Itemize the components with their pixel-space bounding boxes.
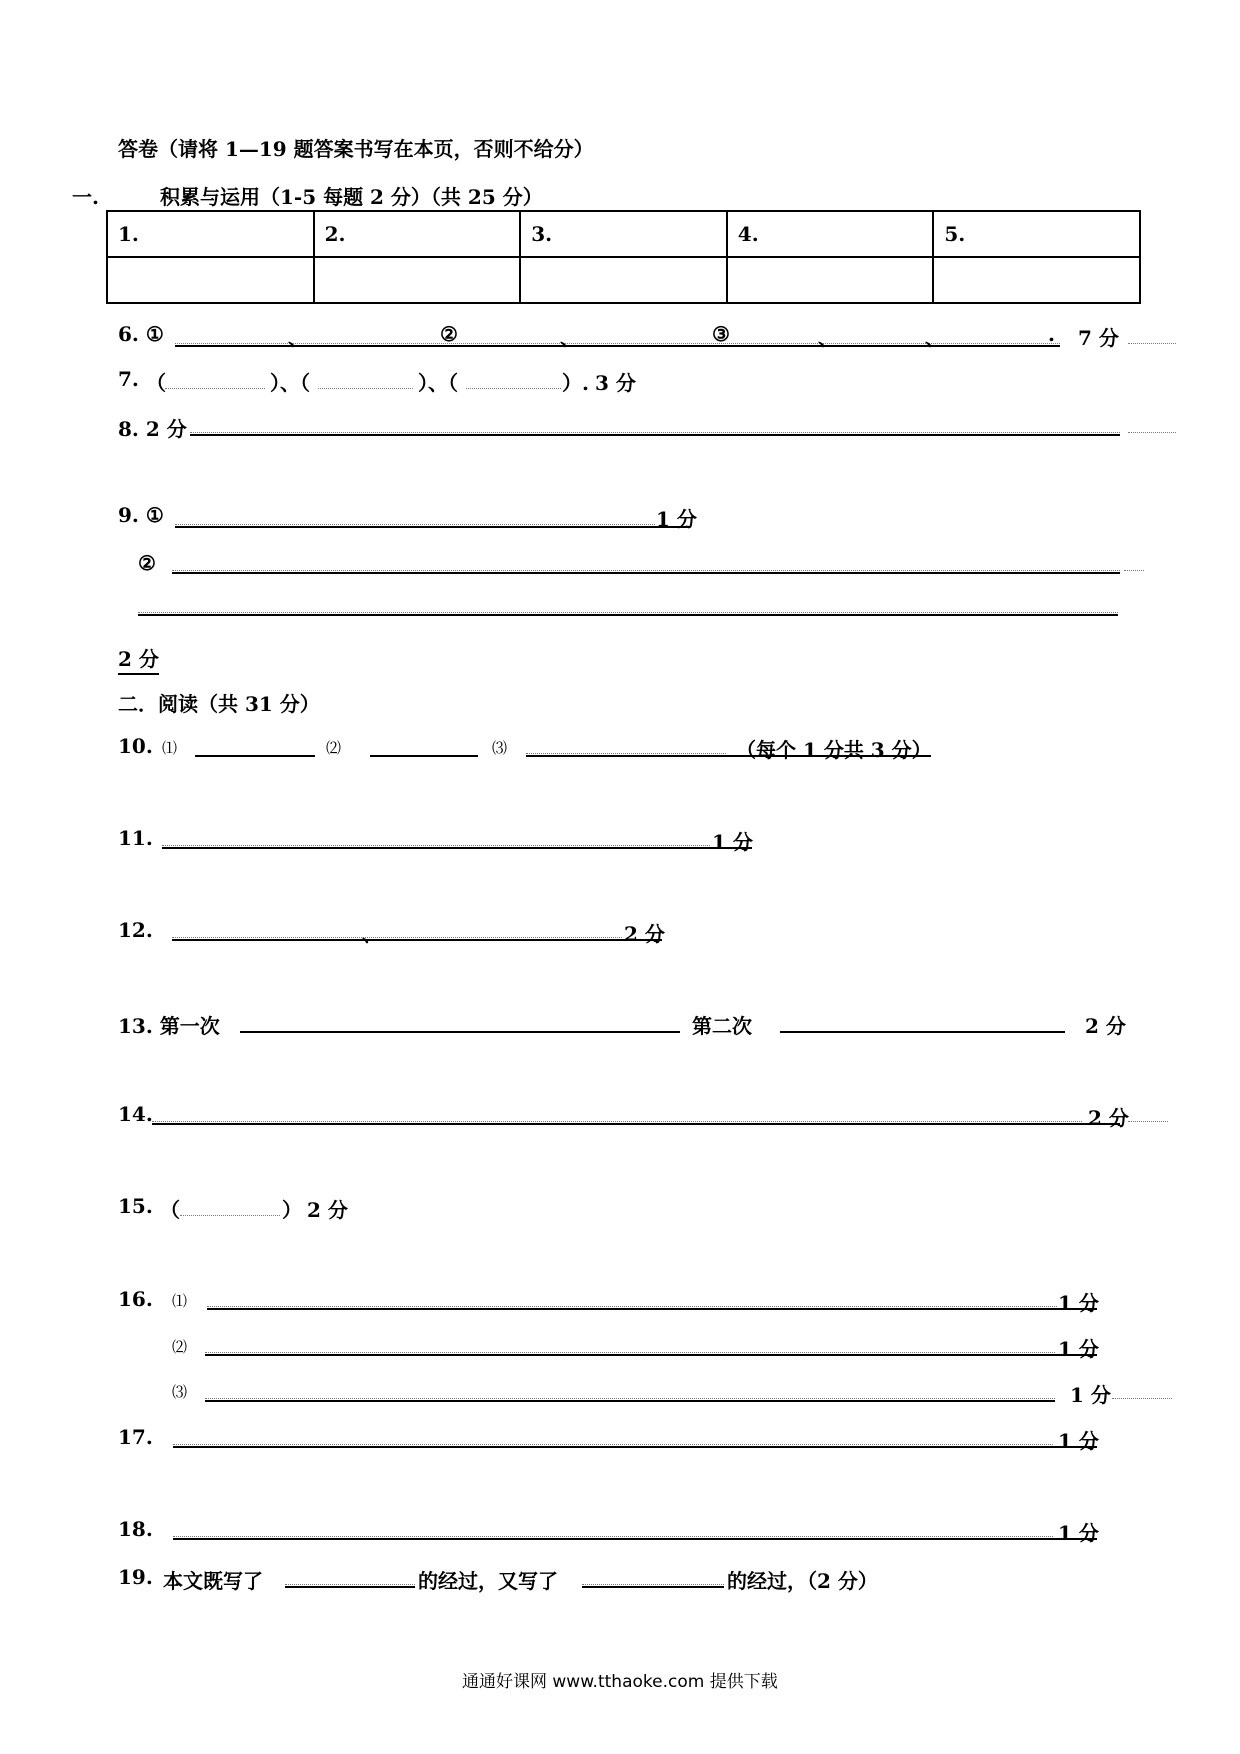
q19-underline-2 [582,1586,724,1588]
q15-paren-close: ） [282,1198,302,1222]
q14-score: 2 分 [1088,1106,1129,1130]
answer-cell-q5[interactable] [933,257,1140,303]
section1-title: 积累与运用（1-5 每题 2 分）（共 25 分） [160,185,543,209]
q15-blank[interactable] [180,1215,280,1216]
q11-label: 11. [118,826,153,850]
q9-1-answer-line[interactable] [175,524,655,525]
q7-paren-sep: ）、（ [270,371,310,395]
q11-answer-line[interactable] [162,845,710,846]
q6-label: 6. ① [118,322,164,346]
q19-label: 19. [118,1565,153,1589]
q9-label: 9. ① [118,503,164,527]
q6-sep: 、 [925,326,945,350]
answer-cell-q2[interactable] [314,257,521,303]
q14-label: 14. [118,1102,153,1126]
q7-blank-2[interactable] [318,388,413,389]
answer-cell-q3[interactable] [520,257,727,303]
q14-answer-line[interactable] [152,1121,1082,1122]
q10-score-note: （每个 1 分共 3 分） [736,738,932,762]
q19-blank-1[interactable] [285,1584,415,1585]
q7-paren-sep: ）、（ [418,371,458,395]
q19-text-1: 本文既写了 [163,1569,263,1593]
q16-1-answer-line[interactable] [207,1306,1057,1307]
q19-blank-2[interactable] [582,1584,724,1585]
q16-label: 16. [118,1287,153,1311]
q16-1-underline [207,1308,1097,1310]
q13-second-blank[interactable] [780,1031,1065,1033]
q8-underline [190,434,1120,436]
q10-sub-2: ⑵ [326,739,342,757]
q6-sep: 、 [560,326,580,350]
q10-sub-1: ⑴ [162,739,178,757]
table-header-q4: 4. [727,211,934,257]
trailing-dots [1128,343,1176,344]
answer-sheet-title: 答卷（请将 1—19 题答案书写在本页，否则不给分） [118,137,594,161]
trailing-dots [1112,1398,1172,1399]
q16-3-answer-line[interactable] [205,1398,1055,1399]
q8-label: 8. 2 分 [118,417,187,441]
q12-score: 2 分 [624,922,665,946]
answer-table-q1-5 [106,210,1141,304]
q16-3-score: 1 分 [1070,1383,1111,1407]
q18-score: 1 分 [1058,1521,1099,1545]
answer-cell-q4[interactable] [727,257,934,303]
q8-answer-line[interactable] [190,432,1120,433]
answer-cell-q1[interactable] [107,257,314,303]
q6-mark-3: ③ [712,322,730,346]
q17-label: 17. [118,1425,153,1449]
table-header-q3: 3. [520,211,727,257]
q9-2-answer-line-2[interactable] [138,612,1118,613]
q13-label: 13. 第一次 [118,1014,220,1038]
q10-label: 10. [118,734,153,758]
q18-underline [173,1538,1097,1540]
q6-end: . [1048,322,1055,346]
q15-score: 2 分 [307,1198,348,1222]
section2-title: 二．阅读（共 31 分） [118,692,320,716]
q7-blank-1[interactable] [165,388,265,389]
q6-score: 7 分 [1078,326,1119,350]
q7-label: 7. [118,367,139,391]
q16-2-score: 1 分 [1058,1337,1099,1361]
q18-answer-line[interactable] [173,1536,1053,1537]
q17-score: 1 分 [1058,1429,1099,1453]
q9-2-underline [172,572,1120,574]
q11-underline [162,847,752,849]
q16-sub-1: ⑴ [172,1292,188,1310]
q7-blank-3[interactable] [466,388,561,389]
q19-text-2: 的经过，又写了 [418,1569,558,1593]
q16-1-score: 1 分 [1058,1291,1099,1315]
q6-mark-2: ② [440,322,458,346]
q10-1-blank[interactable] [195,755,315,757]
table-header-q5: 5. [933,211,1140,257]
q10-2-blank[interactable] [370,755,478,757]
q18-label: 18. [118,1517,153,1541]
q10-3-blank[interactable] [526,753,726,754]
q11-score: 1 分 [712,830,753,854]
q10-sub-3: ⑶ [492,739,508,757]
q19-text-3: 的经过，（2 分） [727,1569,878,1593]
q14-underline [152,1123,1120,1125]
table-header-q2: 2. [314,211,521,257]
q9-mark-2: ② [138,551,156,575]
q19-underline-1 [285,1586,415,1588]
q12-answer-line[interactable] [172,937,622,938]
q12-underline [172,939,662,941]
q7-paren-close: ）. [562,371,589,395]
q16-3-underline [205,1400,1055,1402]
q16-sub-3: ⑶ [172,1383,188,1401]
footer-source: 通通好课网 www.tthaoke.com 提供下载 [462,1672,778,1692]
q16-2-answer-line[interactable] [205,1352,1055,1353]
q13-score: 2 分 [1085,1014,1126,1038]
trailing-dots [1124,570,1144,571]
q7-score: 3 分 [595,371,636,395]
q9-1-score: 1 分 [656,507,697,531]
q9-1-underline [175,526,690,528]
section1-number: 一. [72,185,99,209]
trailing-dots [1128,1121,1168,1122]
q13-first-blank[interactable] [240,1031,680,1033]
q12-label: 12. [118,918,153,942]
q16-2-underline [205,1354,1097,1356]
q9-2-answer-line[interactable] [172,570,1120,571]
q17-underline [173,1446,1097,1448]
table-header-q1: 1. [107,211,314,257]
q6-sep: 、 [288,326,308,350]
q6-sep: 、 [818,326,838,350]
q15-label: 15. [118,1194,153,1218]
q9-2-underline-2 [138,614,1118,616]
q7-paren-open: （ [146,371,166,395]
q13-second-label: 第二次 [692,1014,752,1038]
q16-sub-2: ⑵ [172,1338,188,1356]
trailing-dots [1128,432,1176,433]
q12-sep: 、 [362,922,382,946]
q15-paren-open: （ [160,1198,180,1222]
q17-answer-line[interactable] [173,1444,1053,1445]
q9-2-score: 2 分 [118,643,159,675]
